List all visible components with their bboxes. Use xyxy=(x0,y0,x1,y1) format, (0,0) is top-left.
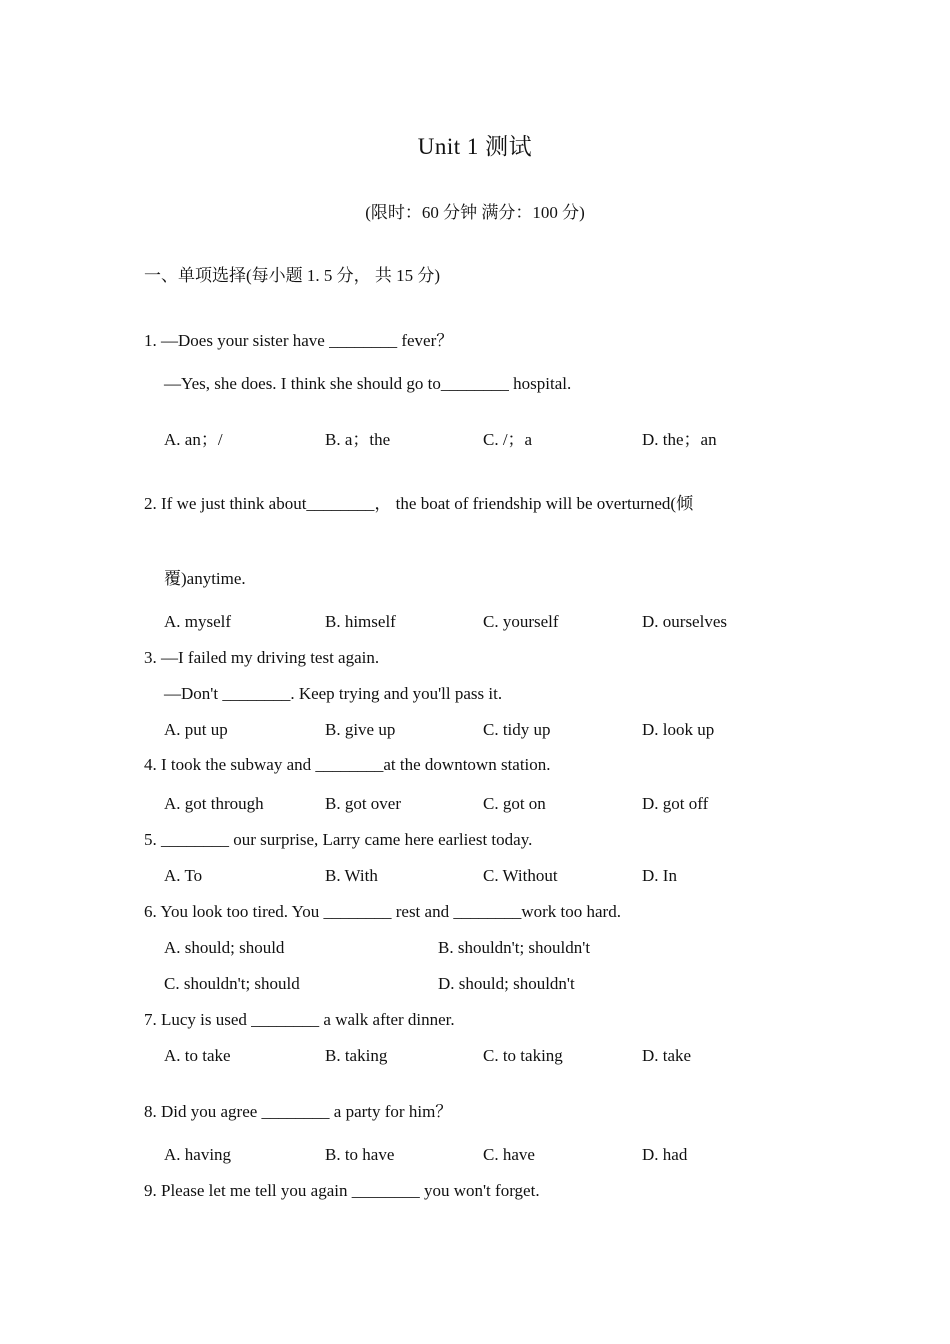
question-3-reply: —Don't ________. Keep trying and you'll pass it. xyxy=(164,684,503,703)
question-1-option-d[interactable]: D. the；an xyxy=(642,430,717,449)
question-4-option-c[interactable]: C. got on xyxy=(483,794,546,813)
question-4-option-b[interactable]: B. got over xyxy=(325,794,402,813)
question-4-stem: 4. I took the subway and ________at the downtown station. xyxy=(144,755,551,774)
question-7-option-b[interactable]: B. taking xyxy=(325,1046,388,1065)
question-6-option-c[interactable]: C. shouldn't; should xyxy=(164,974,300,993)
question-6-stem: 6. You look too tired. You ________ rest and ________work too hard. xyxy=(144,902,621,921)
question-1-option-b[interactable]: B. a；the xyxy=(325,430,391,449)
question-5-option-c[interactable]: C. Without xyxy=(483,866,558,885)
question-8-option-b[interactable]: B. to have xyxy=(325,1145,395,1164)
time-score-info: (限时：60 分钟 满分：100 分) xyxy=(365,203,585,222)
question-4-option-a[interactable]: A. got through xyxy=(164,794,264,813)
question-8-option-c[interactable]: C. have xyxy=(483,1145,535,1164)
question-6-option-b[interactable]: B. shouldn't; shouldn't xyxy=(438,938,591,957)
question-1-stem: 1. —Does your sister have ________ fever？ xyxy=(144,331,454,350)
question-3-option-b[interactable]: B. give up xyxy=(325,720,396,739)
section-heading: 一、单项选择(每小题 1. 5 分， 共 15 分) xyxy=(144,266,441,285)
question-8-stem: 8. Did you agree ________ a party for him？ xyxy=(144,1102,453,1121)
question-6-option-a[interactable]: A. should; should xyxy=(164,938,285,957)
question-8-option-a[interactable]: A. having xyxy=(164,1145,232,1164)
question-2-option-a[interactable]: A. myself xyxy=(164,612,232,631)
question-8-option-d[interactable]: D. had xyxy=(642,1145,688,1164)
question-3-option-d[interactable]: D. look up xyxy=(642,720,715,739)
question-3-option-a[interactable]: A. put up xyxy=(164,720,228,739)
question-5-stem: 5. ________ our surprise, Larry came here earliest today. xyxy=(144,830,533,849)
question-7-option-d[interactable]: D. take xyxy=(642,1046,692,1065)
question-2-option-b[interactable]: B. himself xyxy=(325,612,396,631)
question-9-stem: 9. Please let me tell you again ________ you won't forget. xyxy=(144,1181,540,1200)
question-1-option-c[interactable]: C. /；a xyxy=(483,430,533,449)
question-1-reply: —Yes, she does. I think she should go to________ hospital. xyxy=(164,374,572,393)
question-7-option-c[interactable]: C. to taking xyxy=(483,1046,563,1065)
question-3-option-c[interactable]: C. tidy up xyxy=(483,720,551,739)
question-2-option-c[interactable]: C. yourself xyxy=(483,612,559,631)
page-title: Unit 1 测试 xyxy=(417,134,533,159)
question-1-option-a[interactable]: A. an；/ xyxy=(164,430,223,449)
question-3-stem: 3. —I failed my driving test again. xyxy=(144,648,380,667)
question-6-option-d[interactable]: D. should; shouldn't xyxy=(438,974,575,993)
question-5-option-d[interactable]: D. In xyxy=(642,866,677,885)
question-5-option-b[interactable]: B. With xyxy=(325,866,378,885)
question-2-stem: 2. If we just think about________， the boat of friendship will be overturned(倾 xyxy=(144,494,694,513)
question-2-option-d[interactable]: D. ourselves xyxy=(642,612,727,631)
question-7-stem: 7. Lucy is used ________ a walk after dinner. xyxy=(144,1010,455,1029)
question-5-option-a[interactable]: A. To xyxy=(164,866,203,885)
question-2-stem-cont: 覆)anytime. xyxy=(164,569,246,588)
question-4-option-d[interactable]: D. got off xyxy=(642,794,709,813)
question-7-option-a[interactable]: A. to take xyxy=(164,1046,231,1065)
